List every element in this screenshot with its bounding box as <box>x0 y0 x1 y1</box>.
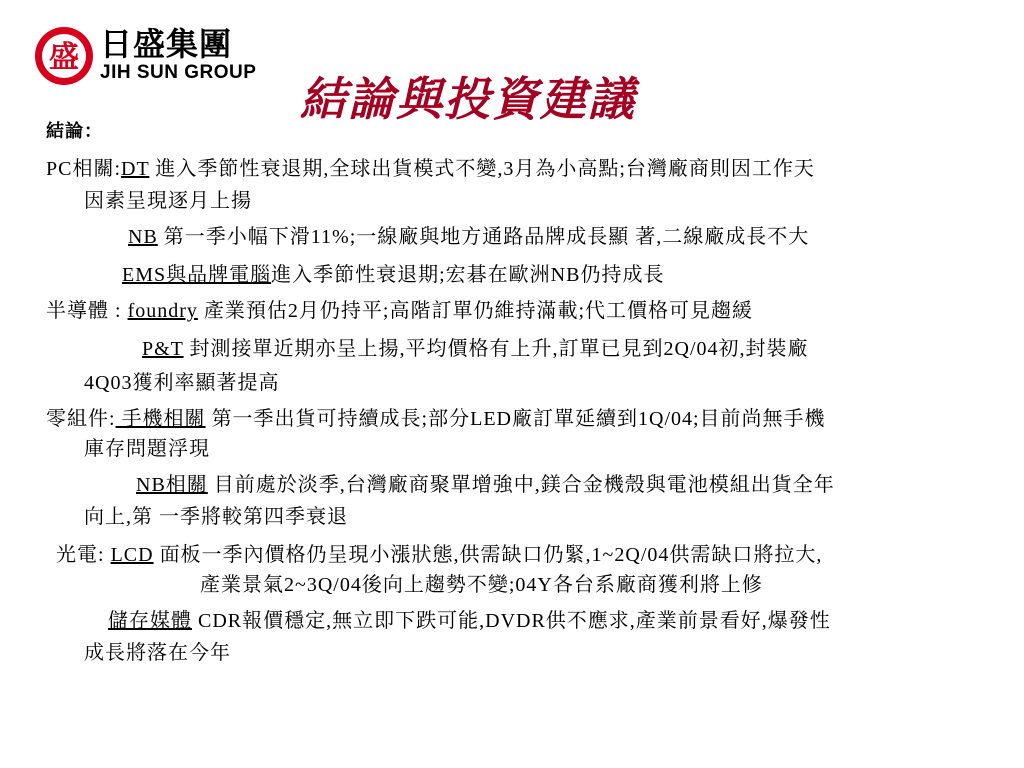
conclusion-heading: 結論： <box>46 121 103 141</box>
components-line <box>46 406 826 432</box>
ems-text: 進入季節性衰退期;宏碁在歐洲NB仍持成長 <box>271 264 665 286</box>
pc-tag: DT <box>121 158 150 180</box>
components-line-cont: 庫存問題浮現 <box>84 438 210 460</box>
logo-english-name: JIH SUN GROUP <box>100 62 257 83</box>
opto-prefix: 光電: <box>56 544 111 566</box>
storage-text: CDR報價穩定,無立即下跌可能,DVDR供不應求,產業前景看好,爆發性 <box>192 610 831 632</box>
opto-tag: LCD <box>110 544 154 566</box>
storage-line <box>108 608 831 634</box>
opto-line-cont: 產業景氣2~3Q/04後向上趨勢不變;04Y各台系廠商獲利將上修 <box>200 574 763 596</box>
storage-tag: 儲存媒體 <box>108 610 192 632</box>
semi-text: 產業預估2月仍持平;高階訂單仍維持滿載;代工價格可見趨緩 <box>197 300 754 322</box>
pc-text: 進入季節性衰退期,全球出貨模式不變,3月為小高點;台灣廠商則因工作天 <box>149 158 815 180</box>
nb2-tag: NB相關 <box>136 474 208 496</box>
pc-line-cont: 因素呈現逐月上揚 <box>84 190 252 212</box>
nb2-line <box>136 472 835 498</box>
nb2-line-cont: 向上,第 一季將較第四季衰退 <box>84 506 348 528</box>
components-text: 第一季出貨可持續成長;部分LED廠訂單延續到1Q/04;目前尚無手機 <box>205 408 826 430</box>
ems-line <box>122 262 664 288</box>
opto-line <box>56 542 822 568</box>
jihsun-logo-icon <box>34 26 94 86</box>
logo-mark-char: 盛 <box>49 40 79 75</box>
ems-tag: EMS與品牌電腦 <box>122 264 272 286</box>
logo-chinese-name: 日盛集團 <box>100 25 233 63</box>
nb-text: 第一季小幅下滑11%;一線廠與地方通路品牌成長顯 著,二線廠成長不大 <box>157 226 810 248</box>
pc-prefix: PC相關: <box>46 158 122 180</box>
nb2-text: 目前處於淡季,台灣廠商聚單增強中,鎂合金機殼與電池模組出貨全年 <box>207 474 835 496</box>
components-prefix: 零組件: <box>46 408 116 430</box>
page-title: 結論與投資建議 <box>300 72 636 126</box>
pt-tag: P&T <box>142 338 184 360</box>
pt-text: 封測接單近期亦呈上揚,平均價格有上升,訂單已見到2Q/04初,封裝廠 <box>183 338 809 360</box>
storage-line-cont: 成長將落在今年 <box>84 642 231 664</box>
company-logo <box>34 26 256 86</box>
semi-prefix: 半導體 : <box>46 300 128 322</box>
pt-line-cont: 4Q03獲利率顯著提高 <box>84 372 280 394</box>
semiconductor-line <box>46 298 753 324</box>
pt-line <box>142 336 809 362</box>
components-tag: 手機相關 <box>115 408 206 430</box>
semi-tag: foundry <box>127 300 198 322</box>
pc-line <box>46 156 815 182</box>
opto-text: 面板一季內價格仍呈現小漲狀態,供需缺口仍緊,1~2Q/04供需缺口將拉大, <box>153 544 823 566</box>
nb-line <box>128 224 809 250</box>
nb-tag: NB <box>128 226 158 248</box>
